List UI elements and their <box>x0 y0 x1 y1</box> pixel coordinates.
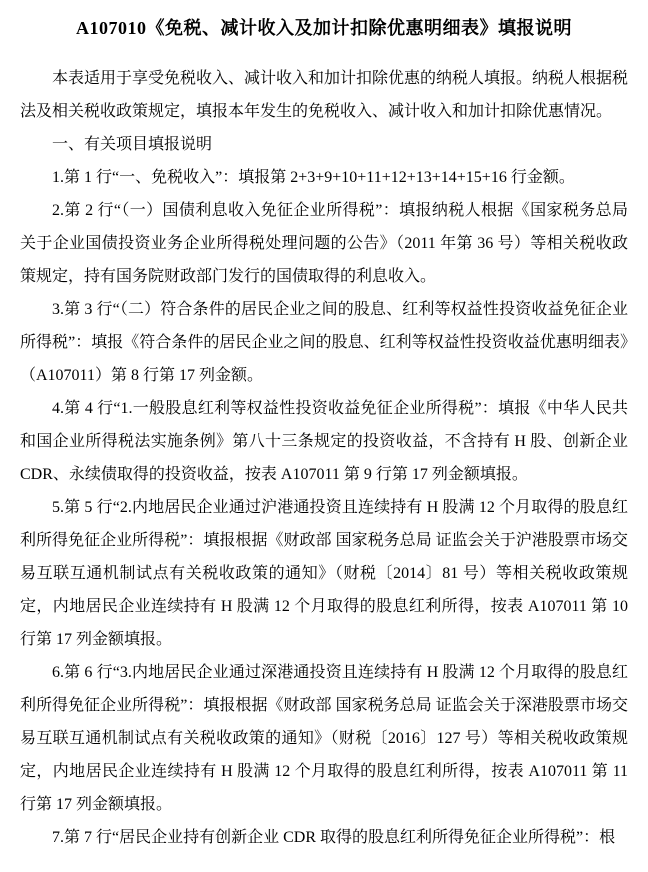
section-heading: 一、有关项目填报说明 <box>52 136 213 153</box>
instruction-item-3: 3.第 3 行“（二）符合条件的居民企业之间的股息、红利等权益性投资收益免征企业所得税”：填报《符合条件的居民企业之间的股息、红利等权益性投资收益优惠明细表》（A107011）第 8 行第 17 列金额。 <box>20 301 628 384</box>
instruction-item-5: 5.第 5 行“2.内地居民企业通过沪港通投资且连续持有 H 股满 12 个月取得的股息红利所得免征企业所得税”：填报根据《财政部 国家税务总局 证监会关于沪港股票市场交易互联互通机制试点有关税收政策的通知》（财税〔2014〕81 号）等相关税收政策规定，内地居民企业连续持有 H 股满 12 个月取得的股息红利所得，按表 A107011 第 10 行第 17 列金额填报。 <box>20 499 628 648</box>
instruction-item-1: 1.第 1 行“一、免税收入”：填报第 2+3+9+10+11+12+13+14+15+16 行金额。 <box>52 169 575 186</box>
instruction-item-6: 6.第 6 行“3.内地居民企业通过深港通投资且连续持有 H 股满 12 个月取得的股息红利所得免征企业所得税”：填报根据《财政部 国家税务总局 证监会关于深港股票市场交易互联互通机制试点有关税收政策的通知》（财税〔2016〕127 号）等相关税收政策规定，内地居民企业连续持有 H 股满 12 个月取得的股息红利所得，按表 A107011 第 11 行第 17 列金额填报。 <box>20 664 628 813</box>
intro-paragraph: 本表适用于享受免税收入、减计收入和加计扣除优惠的纳税人填报。纳税人根据税法及相关税收政策规定，填报本年发生的免税收入、减计收入和加计扣除优惠情况。 <box>20 70 629 120</box>
instruction-item-4: 4.第 4 行“1.一般股息红利等权益性投资收益免征企业所得税”：填报《中华人民共和国企业所得税法实施条例》第八十三条规定的投资收益，不含持有 H 股、创新企业 CDR、永续债取得的投资收益，按表 A107011 第 9 行第 17 列金额填报。 <box>20 400 628 483</box>
document-page <box>0 16 648 854</box>
document-title: A107010《免税、减计收入及加计扣除优惠明细表》填报说明 <box>76 18 572 38</box>
instruction-item-7: 7.第 7 行“居民企业持有创新企业 CDR 取得的股息红利所得免征企业所得税”：根 <box>52 829 616 846</box>
instruction-item-2: 2.第 2 行“（一）国债利息收入免征企业所得税”：填报纳税人根据《国家税务总局关于企业国债投资业务企业所得税处理问题的公告》（2011 年第 36 号）等相关税收政策规定，持有国务院财政部门发行的国债取得的利息收入。 <box>20 202 628 285</box>
instructions-body <box>20 62 628 854</box>
